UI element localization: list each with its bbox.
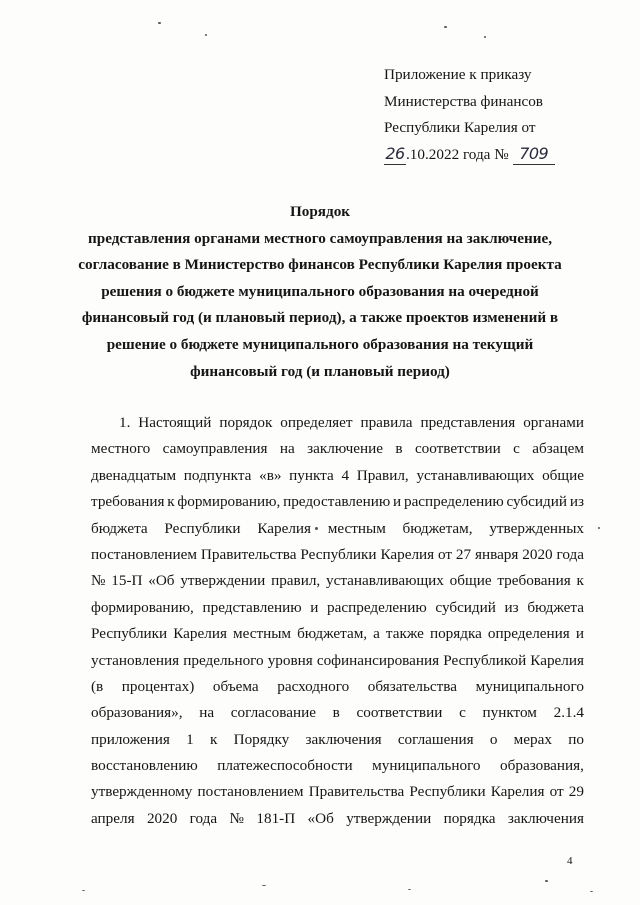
body-line: формированию, представлению и распределению субсидий из бюджета — [91, 598, 584, 616]
body-line: приложения 1 к Порядку заключения соглашения о мерах по — [91, 730, 584, 748]
title-line: Порядок — [289, 203, 351, 220]
body-line: утвержденному постановлением Правительства Республики Карелия от 29 — [91, 783, 584, 801]
body-line: бюджета Республики Карелия местным бюджетам, утвержденных — [91, 519, 584, 537]
body-line: установления предельного уровня софинансирования Республикой Карелия — [91, 651, 584, 669]
body-line: двенадцатым подпункта «в» пункта 4 Правил, устанавливающих общие — [91, 466, 584, 484]
page-number: 4 — [567, 855, 573, 867]
header-date-rest: .10.2022 года № — [406, 145, 509, 163]
title-line: решения о бюджете муниципального образования на очередной — [101, 282, 539, 300]
scan-speck — [262, 885, 266, 886]
title-line: финансовый год (и плановый период) — [190, 362, 450, 380]
scan-speck — [545, 880, 548, 882]
header-date-line — [384, 142, 624, 169]
scan-speck — [444, 26, 447, 28]
title-line: согласование в Министерство финансов Республики Карелия проекта — [78, 256, 562, 274]
scan-speck — [315, 527, 318, 530]
header-line-3: Республики Карелия от — [384, 119, 536, 136]
body-line: местного самоуправления на заключение в соответствии с абзацем — [91, 440, 584, 458]
header-line-2: Министерства финансов — [384, 92, 543, 110]
handwritten-doc-number: 709 — [513, 144, 555, 165]
document-title — [60, 199, 580, 385]
title-line: финансовый год (и плановый период), а также проектов изменений в — [81, 309, 559, 327]
scan-speck — [82, 890, 85, 891]
body-line: образования», на согласование в соответствии с пунктом 2.1.4 — [91, 704, 584, 722]
handwritten-date-day: 26 — [385, 143, 405, 163]
scan-speck — [484, 36, 486, 38]
scan-speck — [408, 889, 411, 890]
scan-speck — [205, 34, 207, 36]
scan-speck — [158, 22, 161, 24]
body-line: Республики Карелия местным бюджетам, а также порядка определения и — [91, 625, 584, 643]
body-line: (в процентах) объема расходного обязательства муниципального — [91, 677, 584, 695]
body-line: № 15-П «Об утверждении правил, устанавливающих общие требования к — [91, 572, 584, 590]
title-line: решение о бюджете муниципального образования на текущий — [106, 335, 534, 353]
body-line: 1. Настоящий порядок определяет правила представления органами — [119, 414, 584, 431]
scan-speck — [598, 527, 600, 529]
body-line: восстановлению платежеспособности муниципального образования, — [91, 757, 584, 775]
body-paragraph — [91, 410, 584, 832]
order-appendix-header — [384, 62, 624, 168]
body-line: постановлением Правительства Республики Карелия от 27 января 2020 года — [91, 545, 584, 563]
scan-speck — [590, 891, 593, 892]
body-line: требования к формированию, предоставлению и распределению субсидий из — [91, 493, 584, 511]
title-line: представления органами местного самоуправления на заключение, — [88, 229, 552, 247]
header-line-1: Приложение к приказу — [384, 66, 532, 83]
body-line: апреля 2020 года № 181-П «Об утверждении порядка заключения — [91, 809, 584, 827]
